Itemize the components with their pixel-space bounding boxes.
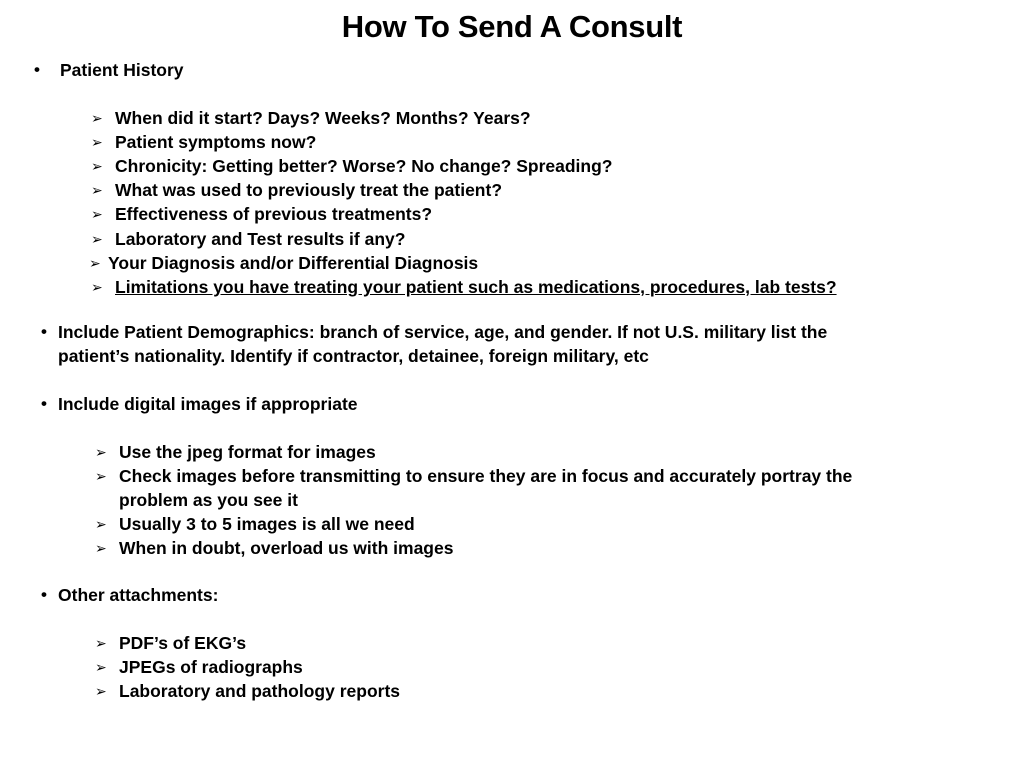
list-item: Effectiveness of previous treatments? <box>115 204 433 224</box>
arrow-bullet-icon: ➢ <box>95 635 107 651</box>
section-heading-digital-images: Include digital images if appropriate <box>58 394 358 414</box>
arrow-bullet-icon: ➢ <box>95 444 107 460</box>
list-item: Usually 3 to 5 images is all we need <box>119 514 415 534</box>
arrow-bullet-icon: ➢ <box>95 540 107 556</box>
list-item: Your Diagnosis and/or Differential Diagnosis <box>108 253 479 273</box>
list-item-continuation: problem as you see it <box>119 490 298 510</box>
arrow-bullet-icon: ➢ <box>91 279 103 295</box>
section-heading-patient-history: Patient History <box>60 60 184 80</box>
arrow-bullet-icon: ➢ <box>95 683 107 699</box>
arrow-bullet-icon: ➢ <box>95 516 107 532</box>
arrow-bullet-icon: ➢ <box>91 182 103 198</box>
list-item: Laboratory and Test results if any? <box>115 229 406 249</box>
list-item: Use the jpeg format for images <box>119 442 376 462</box>
section-heading-other-attachments: Other attachments: <box>58 585 219 605</box>
bullet-icon: • <box>41 394 47 413</box>
list-item-underlined: Limitations you have treating your patient such as medications, procedures, lab tests? <box>115 277 837 297</box>
list-item: Laboratory and pathology reports <box>119 681 400 701</box>
bullet-icon: • <box>41 585 47 604</box>
list-item: PDF’s of EKG’s <box>119 633 247 653</box>
arrow-bullet-icon: ➢ <box>91 158 103 174</box>
list-item: What was used to previously treat the patient? <box>115 180 503 200</box>
bullet-icon: • <box>41 322 47 341</box>
arrow-bullet-icon: ➢ <box>95 468 107 484</box>
list-item: Check images before transmitting to ensure they are in focus and accurately portray the <box>119 466 853 486</box>
arrow-bullet-icon: ➢ <box>91 134 103 150</box>
list-item: When did it start? Days? Weeks? Months? Years? <box>115 108 531 128</box>
bullet-icon: • <box>34 60 40 79</box>
arrow-bullet-icon: ➢ <box>95 659 107 675</box>
arrow-bullet-icon: ➢ <box>91 110 103 126</box>
arrow-bullet-icon: ➢ <box>91 206 103 222</box>
arrow-bullet-icon: ➢ <box>91 231 103 247</box>
list-item: When in doubt, overload us with images <box>119 538 454 558</box>
arrow-bullet-icon: ➢ <box>89 255 101 271</box>
list-item: Patient symptoms now? <box>115 132 317 152</box>
section-heading-demographics-cont: patient’s nationality. Identify if contractor, detainee, foreign military, etc <box>58 346 649 366</box>
slide-title: How To Send A Consult <box>341 9 683 44</box>
list-item: Chronicity: Getting better? Worse? No change? Spreading? <box>115 156 613 176</box>
section-heading-demographics: Include Patient Demographics: branch of service, age, and gender. If not U.S. military list the <box>58 322 828 342</box>
list-item: JPEGs of radiographs <box>119 657 303 677</box>
